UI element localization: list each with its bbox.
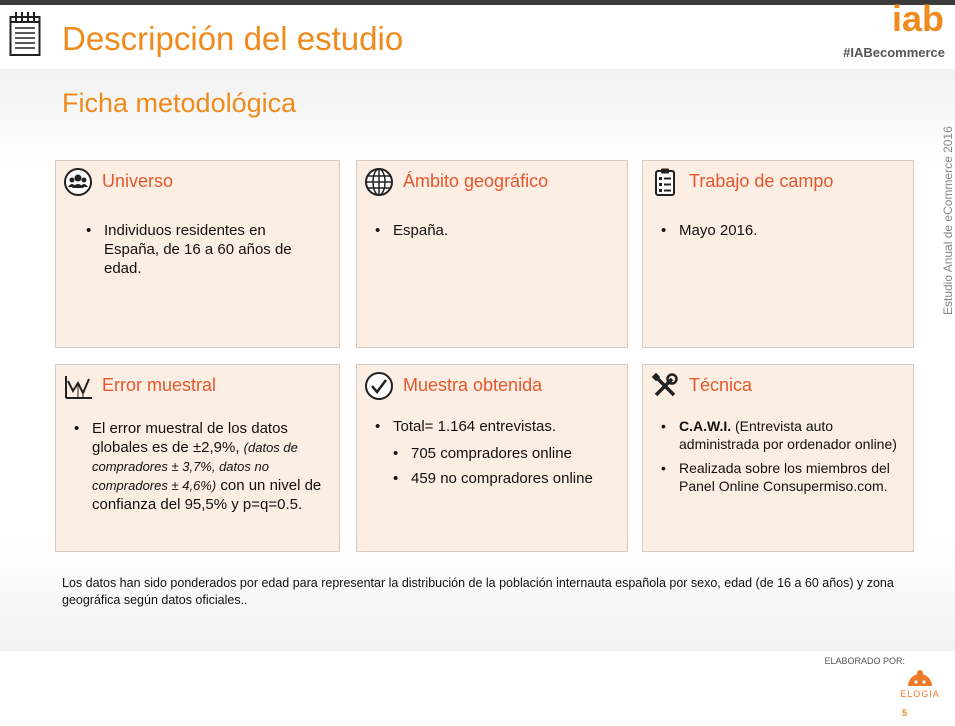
card-title: Universo <box>102 171 174 191</box>
svg-text:ELOGIA: ELOGIA <box>900 689 940 699</box>
sub-list-item: • 705 compradores online <box>393 444 625 463</box>
list-item <box>375 417 625 488</box>
list-item: • Individuos residentes en España, de 16 a 60 años de edad. <box>86 221 316 278</box>
page-subtitle: Ficha metodológica <box>62 88 297 118</box>
list-item: • Mayo 2016. <box>661 221 901 240</box>
error-lead: El error muestral de los datos globales es de ±2,9%, <box>92 420 288 456</box>
clipboard-icon <box>650 167 680 197</box>
card-title: Muestra obtenida <box>403 375 543 395</box>
svg-text:iab: iab <box>891 4 944 34</box>
card-title: Ámbito geográfico <box>403 171 549 191</box>
list-item <box>74 419 336 514</box>
card-list <box>661 417 906 501</box>
sub-list-item: • 459 no compradores online <box>393 469 625 488</box>
error-detail: (datos de compradores ± 3,7%, datos no compradores ± 4,6%) <box>92 440 298 493</box>
list-item <box>661 417 906 453</box>
card-list <box>375 417 625 494</box>
card-title: Error muestral <box>102 375 217 395</box>
people-icon <box>63 167 93 197</box>
chart-icon <box>63 371 93 401</box>
card-title: Técnica <box>689 375 753 395</box>
tools-icon <box>650 371 680 401</box>
card-list <box>661 221 901 246</box>
svg-text:Estudio Anual de eCommerce 201: Estudio Anual de eCommerce 2016 <box>941 126 955 315</box>
elogia-logo <box>896 664 944 704</box>
list-item-text: Total= 1.164 entrevistas. <box>393 418 557 435</box>
card-error <box>55 364 340 552</box>
card-list <box>375 221 615 246</box>
card-tecnica <box>642 364 914 552</box>
page-number: 5 <box>902 708 908 718</box>
card-muestra <box>356 364 628 552</box>
hashtag-label: #IABecommerce <box>843 45 945 60</box>
card-list <box>74 419 336 520</box>
footnote: Los datos han sido ponderados por edad para representar la distribución de la población internauta española por sexo, edad (de 16 a 60 años) y zona geográfica según datos oficiales.. <box>62 576 894 607</box>
tecnica-rest: (Entrevista auto administrada por ordenador online) <box>679 418 897 452</box>
card-title: Trabajo de campo <box>689 171 834 191</box>
list-item: • Realizada sobre los miembros del Panel Online Consupermiso.com. <box>661 459 906 495</box>
page-title: Descripción del estudio <box>62 20 404 57</box>
error-tail: con un nivel de confianza del 95,5% y p=q=0.5. <box>92 477 322 513</box>
tecnica-bold: C.A.W.I. <box>679 418 732 434</box>
list-item: • España. <box>375 221 615 240</box>
notepad-icon <box>9 11 41 57</box>
slide-content <box>0 69 955 651</box>
sub-list <box>393 444 625 488</box>
checkmark-icon <box>364 371 394 401</box>
slide-footer <box>0 651 955 726</box>
card-trabajo <box>642 160 914 348</box>
card-list <box>86 221 316 284</box>
iab-logo <box>865 4 945 34</box>
card-ambito <box>356 160 628 348</box>
globe-icon <box>364 167 394 197</box>
side-vertical-label <box>940 103 955 315</box>
elaborado-label: ELABORADO POR: <box>824 656 905 666</box>
card-universo <box>55 160 340 348</box>
